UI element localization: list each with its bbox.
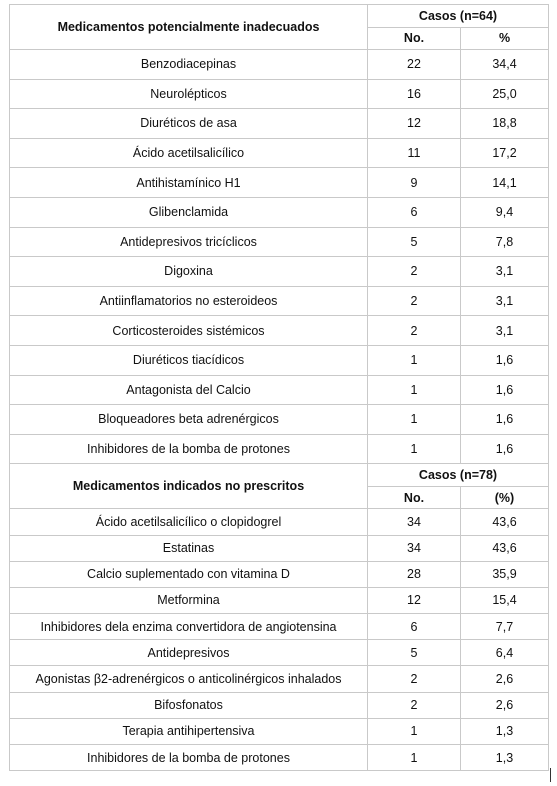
count-cell: 2 [368, 666, 461, 692]
medication-name-cell: Ácido acetilsalicílico [10, 138, 368, 168]
table-row [10, 109, 549, 139]
count-cell: 34 [368, 535, 461, 561]
count-cell: 11 [368, 138, 461, 168]
count-cell: 6 [368, 614, 461, 640]
percent-cell: 7,7 [461, 614, 549, 640]
table-row [10, 614, 549, 640]
medication-name-cell: Diuréticos de asa [10, 109, 368, 139]
medication-name-cell: Bifosfonatos [10, 692, 368, 718]
table-row [10, 745, 549, 771]
percent-cell: 2,6 [461, 666, 549, 692]
count-cell: 16 [368, 79, 461, 109]
medication-name-cell: Antidepresivos tricíclicos [10, 227, 368, 257]
count-cell: 1 [368, 434, 461, 464]
medication-name-cell: Agonistas β2-adrenérgicos o anticolinérgicos inhalados [10, 666, 368, 692]
count-cell: 5 [368, 640, 461, 666]
section1-title: Medicamentos potencialmente inadecuados [10, 5, 368, 50]
section1-col-pct: % [461, 27, 549, 50]
count-cell: 1 [368, 375, 461, 405]
section-indicated-not-prescribed [10, 464, 549, 771]
table-row [10, 535, 549, 561]
count-cell: 9 [368, 168, 461, 198]
medication-name-cell: Antagonista del Calcio [10, 375, 368, 405]
medication-name-cell: Ácido acetilsalicílico o clopidogrel [10, 509, 368, 535]
medication-name-cell: Terapia antihipertensiva [10, 718, 368, 744]
percent-cell: 1,3 [461, 718, 549, 744]
percent-cell: 1,3 [461, 745, 549, 771]
count-cell: 1 [368, 745, 461, 771]
medication-name-cell: Glibenclamida [10, 197, 368, 227]
medication-name-cell: Calcio suplementado con vitamina D [10, 561, 368, 587]
section1-col-no: No. [368, 27, 461, 50]
percent-cell: 18,8 [461, 109, 549, 139]
medication-name-cell: Benzodiacepinas [10, 50, 368, 80]
table-row [10, 587, 549, 613]
medication-name-cell: Antiinflamatorios no esteroideos [10, 286, 368, 316]
table-row [10, 257, 549, 287]
medication-name-cell: Inhibidores dela enzima convertidora de angiotensina [10, 614, 368, 640]
count-cell: 28 [368, 561, 461, 587]
percent-cell: 3,1 [461, 257, 549, 287]
count-cell: 2 [368, 692, 461, 718]
medications-table [9, 4, 549, 771]
table-row [10, 692, 549, 718]
table-row [10, 405, 549, 435]
table-row [10, 666, 549, 692]
section-potentially-inappropriate [10, 5, 549, 464]
medication-name-cell: Estatinas [10, 535, 368, 561]
table-row [10, 434, 549, 464]
count-cell: 6 [368, 197, 461, 227]
table-row [10, 718, 549, 744]
medication-name-cell: Corticosteroides sistémicos [10, 316, 368, 346]
section1-cases-header: Casos (n=64) [368, 5, 549, 28]
medication-name-cell: Metformina [10, 587, 368, 613]
percent-cell: 35,9 [461, 561, 549, 587]
percent-cell: 9,4 [461, 197, 549, 227]
percent-cell: 14,1 [461, 168, 549, 198]
percent-cell: 1,6 [461, 345, 549, 375]
table-row [10, 509, 549, 535]
percent-cell: 43,6 [461, 535, 549, 561]
table-row [10, 286, 549, 316]
count-cell: 12 [368, 587, 461, 613]
percent-cell: 43,6 [461, 509, 549, 535]
medication-name-cell: Diuréticos tiacídicos [10, 345, 368, 375]
medication-name-cell: Inhibidores de la bomba de protones [10, 434, 368, 464]
table-row [10, 561, 549, 587]
section2-cases-header: Casos (n=78) [368, 464, 549, 487]
medication-name-cell: Bloqueadores beta adrenérgicos [10, 405, 368, 435]
count-cell: 1 [368, 405, 461, 435]
count-cell: 2 [368, 286, 461, 316]
count-cell: 2 [368, 316, 461, 346]
section2-title: Medicamentos indicados no prescritos [10, 464, 368, 509]
table-row [10, 79, 549, 109]
percent-cell: 25,0 [461, 79, 549, 109]
percent-cell: 1,6 [461, 375, 549, 405]
count-cell: 1 [368, 345, 461, 375]
percent-cell: 6,4 [461, 640, 549, 666]
count-cell: 5 [368, 227, 461, 257]
medication-name-cell: Digoxina [10, 257, 368, 287]
table-row [10, 168, 549, 198]
medication-name-cell: Inhibidores de la bomba de protones [10, 745, 368, 771]
percent-cell: 1,6 [461, 405, 549, 435]
section2-col-pct: (%) [461, 486, 549, 509]
table-row [10, 227, 549, 257]
table-row [10, 138, 549, 168]
percent-cell: 15,4 [461, 587, 549, 613]
count-cell: 12 [368, 109, 461, 139]
table-row [10, 50, 549, 80]
percent-cell: 7,8 [461, 227, 549, 257]
table-row [10, 197, 549, 227]
count-cell: 34 [368, 509, 461, 535]
count-cell: 1 [368, 718, 461, 744]
percent-cell: 3,1 [461, 316, 549, 346]
section2-col-no: No. [368, 486, 461, 509]
count-cell: 2 [368, 257, 461, 287]
medication-name-cell: Neurolépticos [10, 79, 368, 109]
table-row [10, 375, 549, 405]
percent-cell: 3,1 [461, 286, 549, 316]
percent-cell: 17,2 [461, 138, 549, 168]
medication-name-cell: Antidepresivos [10, 640, 368, 666]
percent-cell: 2,6 [461, 692, 549, 718]
percent-cell: 1,6 [461, 434, 549, 464]
percent-cell: 34,4 [461, 50, 549, 80]
table-row [10, 640, 549, 666]
count-cell: 22 [368, 50, 461, 80]
table-row [10, 316, 549, 346]
table-row [10, 345, 549, 375]
medication-name-cell: Antihistamínico H1 [10, 168, 368, 198]
page-edge-mark [550, 768, 551, 782]
